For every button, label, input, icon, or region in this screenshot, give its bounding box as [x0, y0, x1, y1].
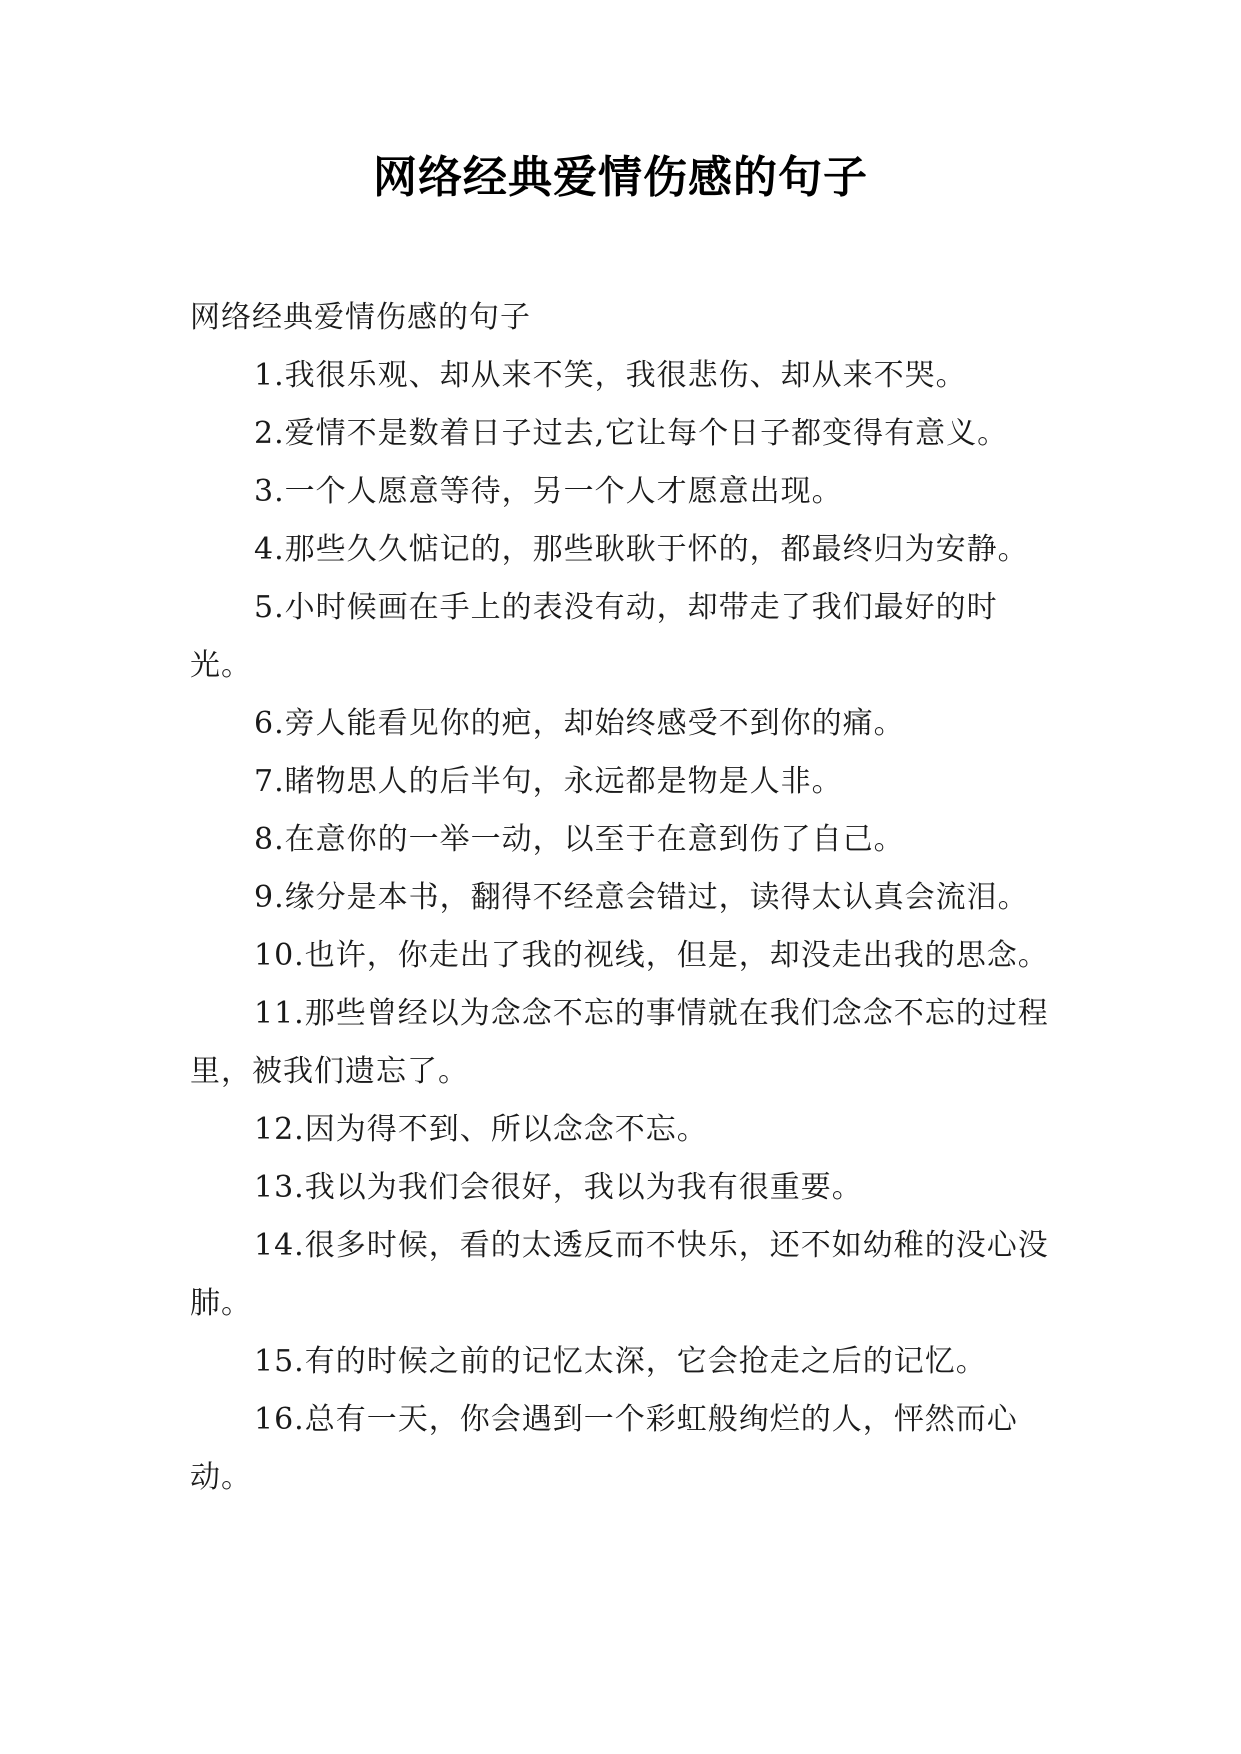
quote-item-15: 15.有的时候之前的记忆太深，它会抢走之后的记忆。: [254, 1344, 987, 1379]
quote-item-9: 9.缘分是本书，翻得不经意会错过，读得太认真会流泪。: [254, 880, 1029, 915]
quote-item-14: 14.很多时候，看的太透反而不快乐，还不如幼稚的没心没肺。: [190, 1228, 1049, 1321]
quote-item-12: 12.因为得不到、所以念念不忘。: [254, 1112, 708, 1147]
document-subtitle: 网络经典爱情伤感的句子: [190, 300, 531, 335]
document-body: [190, 289, 1050, 1507]
quote-item-7: 7.睹物思人的后半句，永远都是物是人非。: [254, 764, 843, 799]
quote-item-10: 10.也许，你走出了我的视线，但是，却没走出我的思念。: [254, 938, 1049, 973]
document-title: 网络经典爱情伤感的句子: [373, 152, 868, 203]
quote-item-16: 16.总有一天，你会遇到一个彩虹般绚烂的人，怦然而心动。: [190, 1402, 1018, 1495]
quote-item-13: 13.我以为我们会很好，我以为我有很重要。: [254, 1170, 863, 1205]
quote-item-3: 3.一个人愿意等待，另一个人才愿意出现。: [254, 474, 843, 509]
quote-item-1: 1.我很乐观、却从来不笑，我很悲伤、却从来不哭。: [254, 358, 967, 393]
quote-item-2: 2.爱情不是数着日子过去,它让每个日子都变得有意义。: [254, 416, 1009, 451]
quote-item-6: 6.旁人能看见你的疤，却始终感受不到你的痛。: [254, 706, 905, 741]
quote-item-11: 11.那些曾经以为念念不忘的事情就在我们念念不忘的过程里，被我们遗忘了。: [190, 996, 1049, 1089]
quote-item-4: 4.那些久久惦记的，那些耿耿于怀的，都最终归为安静。: [254, 532, 1029, 567]
quote-item-8: 8.在意你的一举一动，以至于在意到伤了自己。: [254, 822, 905, 857]
quote-item-5: 5.小时候画在手上的表没有动，却带走了我们最好的时光。: [190, 590, 998, 683]
